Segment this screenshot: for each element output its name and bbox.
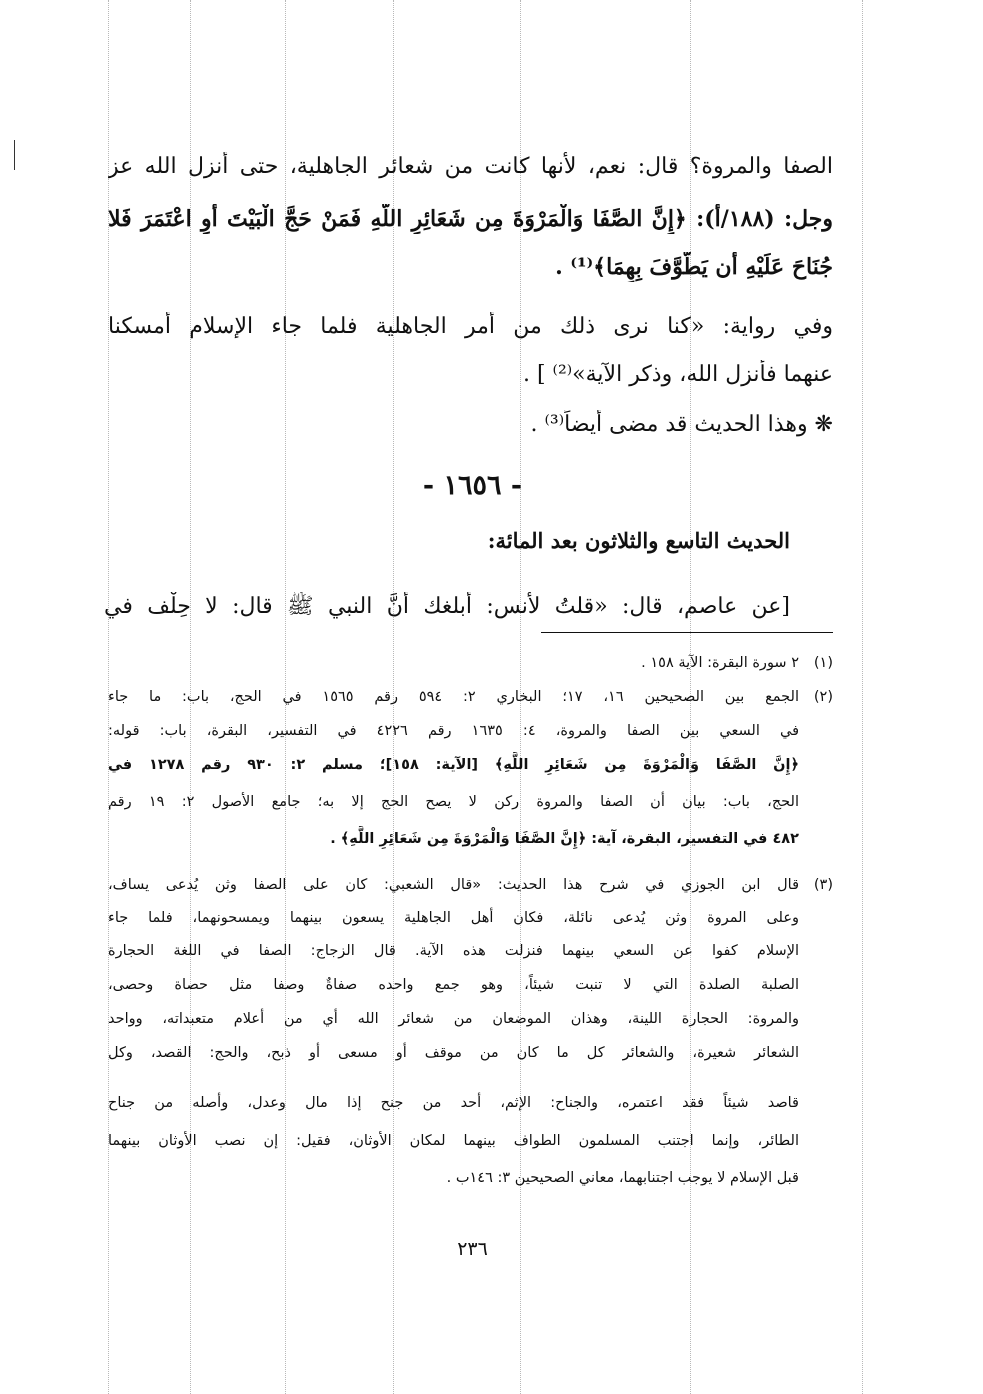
footnote-line: قاصد شيئاً فقد اعتمره، والجناح: الإثم، أحد من جنح إذا مال وعدل، وأصله من جناح (108, 1095, 799, 1111)
footnote-line: قال ابن الجوزي في شرح هذا الحديث: «قال الشعبي: كان على الصفا وثن يُدعى يساف، (108, 877, 799, 893)
body-line: وفي رواية: «كنا نرى ذلك من أمر الجاهلية فلما جاء الإسلام أمسكنا (108, 314, 833, 339)
footnote-line: والمروة: الحجارة اللينة، وهذان الموضعان من شعائر الله أي من أعلام متعبداته، وواحد (108, 1011, 799, 1027)
footnote-number: (٣) (813, 877, 833, 893)
body-line: ❋ وهذا الحديث قد مضى أيضاً⁽³⁾ . (530, 412, 833, 437)
footnote-line: الصلبة الصلدة التي لا تنبت شيئاً، وهو جمع واحده صفاةٌ وصفا مثل حصاة وحصى، (108, 977, 799, 993)
body-line: عنهما فأنزل الله، وذكر الآية»⁽²⁾ ] . (522, 362, 833, 387)
footnote-number: (١) (813, 655, 833, 671)
footnote-line: في السعي بين الصفا والمروة، ٤: ١٦٣٥ رقم ٤٢٢٦ في التفسير، البقرة، باب: قوله: (108, 723, 799, 739)
document-page (100, 0, 845, 1394)
footnote-line: الجمع بين الصحيحين ١٦، ١٧؛ البخاري ٢: ٥٩٤ رقم ١٥٦٥ في الحج، باب: ما جاء (108, 689, 799, 705)
footnote-line: ﴿إِنَّ الصَّفَا وَالْمَرْوَةَ مِن شَعَائِرِ اللَّهِ﴾ [الآية: ١٥٨]؛ مسلم ٢: ٩٣٠ رقم ١٢٧٨ في (108, 757, 799, 773)
body-line: الصفا والمروة؟ قال: نعم، لأنها كانت من شعائر الجاهلية، حتى أنزل الله عز (108, 154, 833, 179)
footnote-separator (541, 632, 833, 633)
footnote-line: قبل الإسلام لا يوجب اجتنابهما، معاني الصحيحين ٣: ١٤٦ب . (446, 1170, 799, 1186)
footnote-line: ٢ سورة البقرة: الآية ١٥٨ . (641, 655, 799, 671)
body-line: وجل: (١٨٨/أ): ﴿إِنَّ الصَّفَا وَالْمَرْوَةَ مِن شَعَائِرِ اللَّهِ فَمَنْ حَجَّ الْبَيْتَ أَوِ اعْتَمَرَ فَلا (108, 206, 833, 232)
footnote-line: وعلى المروة وثن يُدعى نائلة، فكان أهل الجاهلية يسعون بينهما ويمسحونهما، فلما جاء (108, 910, 799, 926)
footnote-line: الحج، باب: بيان أن الصفا والمروة ركن لا يصح الحج إلا به؛ جامع الأصول ٢: ١٩ رقم (108, 794, 799, 810)
footnote-line: ٤٨٢ في التفسير، البقرة، آية: ﴿إِنَّ الصَّفَا وَالْمَرْوَةَ مِن شَعَائِرِ اللَّهِ﴾ . (330, 831, 799, 847)
hadith-number-heading: - ١٦٥٦ - (422, 470, 523, 501)
section-subheading: الحديث التاسع والثلاثون بعد المائة: (487, 528, 790, 553)
page-number: ٢٣٦ (457, 1238, 488, 1260)
footnote-line: الشعائر شعيرة، والشعائر كل ما كان من موقف أو مسعى أو ذبح، والحج: القصد، وكل (108, 1045, 799, 1061)
hadith-start-line: [عن عاصم، قال: «قلتُ لأنس: أبلغك أنَّ النبي ﷺ قال: لا حِلْف في (104, 594, 790, 619)
footnote-number: (٢) (813, 689, 833, 705)
margin-mark (14, 140, 15, 170)
body-line: جُنَاحَ عَلَيْهِ أَن يَطَّوَّفَ بِهِمَا﴾⁽¹⁾ . (555, 254, 833, 280)
footnote-line: الطائر، وإنما اجتنب المسلمون الطواف بينهما لمكان الأوثان، فقيل: إن نصب الأوثان بينهما (108, 1133, 799, 1149)
scan-guide-line (862, 0, 863, 1394)
footnote-line: الإسلام كفوا عن السعي بينهما فنزلت هذه الآية. قال الزجاج: الصفا في اللغة الحجارة (108, 943, 799, 959)
